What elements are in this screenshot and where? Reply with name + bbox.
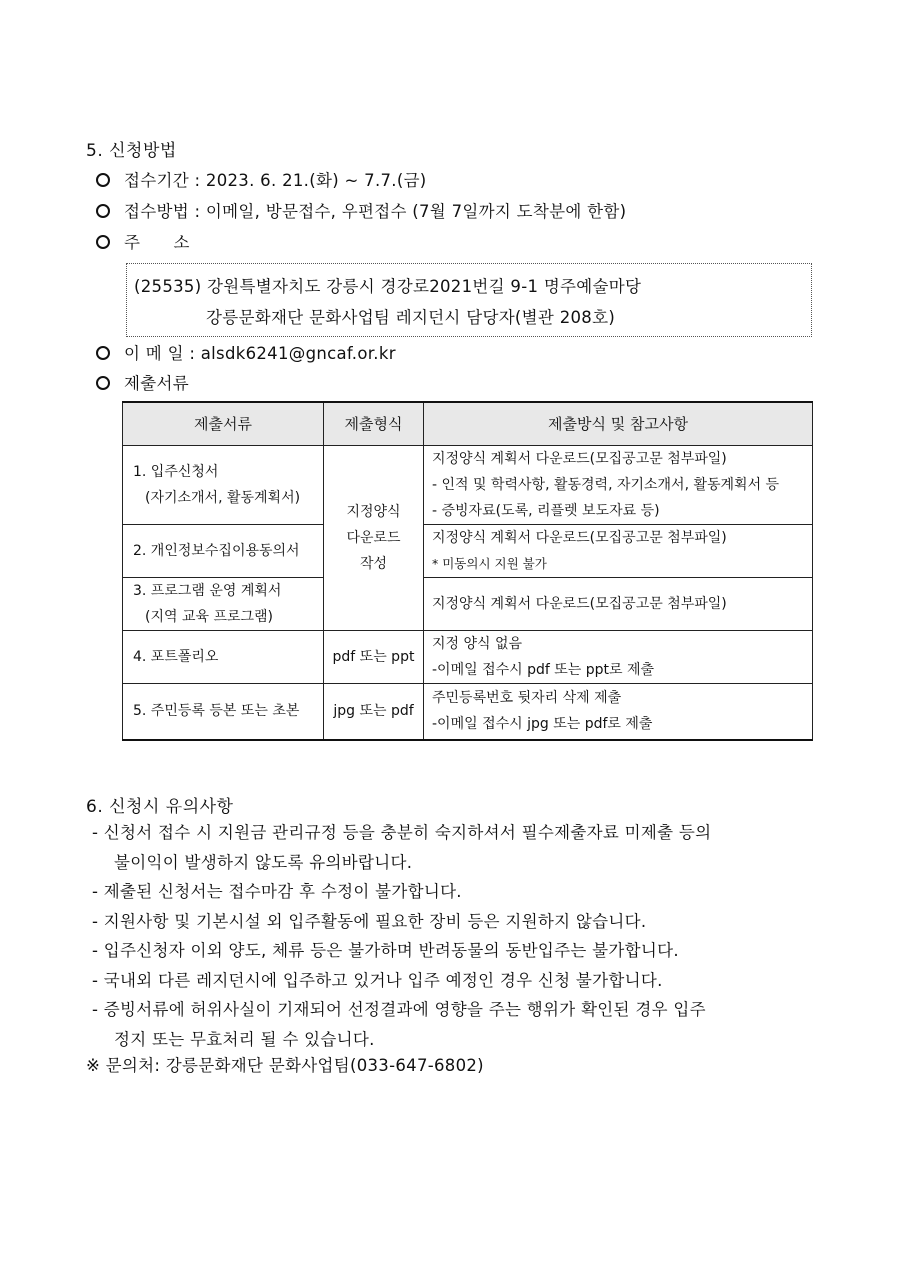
- doc-cell: [123, 446, 324, 525]
- table-row: [123, 446, 813, 525]
- note-cell: [424, 684, 813, 740]
- format-line: 지정양식: [346, 504, 401, 520]
- circle-bullet-icon: [96, 346, 110, 360]
- header-docs: 제출서류: [123, 402, 324, 446]
- doc-name: 3. 프로그램 운영 계획서: [133, 583, 282, 599]
- notice-item: - 신청서 접수 시 지원금 관리규정 등을 충분히 숙지하셔서 필수제출자료 미제출 등의: [92, 823, 712, 842]
- section-6-title: 6. 신청시 유의사항: [86, 797, 234, 817]
- docs-label: 제출서류: [124, 374, 189, 393]
- circle-bullet-icon: [96, 204, 110, 218]
- method-text: 접수방법 : 이메일, 방문접수, 우편접수 (7월 7일까지 도착분에 한함): [124, 202, 627, 221]
- note-cell: [424, 446, 813, 525]
- notice-item: - 지원사항 및 기본시설 외 입주활동에 필요한 장비 등은 지원하지 않습니다.: [92, 911, 647, 931]
- address-label-line: [96, 229, 190, 253]
- doc-sub: (자기소개서, 활동계획서): [145, 490, 301, 506]
- doc-name: 4. 포트폴리오: [133, 649, 219, 665]
- format-line: pdf 또는 ppt: [332, 649, 415, 665]
- documents-table: [122, 401, 813, 741]
- circle-bullet-icon: [96, 235, 110, 249]
- period-line: [96, 167, 427, 191]
- format-line: jpg 또는 pdf: [333, 703, 414, 720]
- notice-list: [92, 818, 711, 1054]
- doc-cell: [123, 578, 324, 631]
- header-method-notes: 제출방식 및 참고사항: [424, 402, 813, 446]
- format-line: 다운로드: [346, 530, 401, 546]
- method-line: [96, 198, 626, 222]
- note-line: 지정 양식 없음: [432, 636, 523, 652]
- section-5-title: 5. 신청방법: [86, 141, 177, 161]
- table-row: [123, 578, 813, 631]
- note-line: 지정양식 계획서 다운로드(모집공고문 첨부파일): [432, 530, 727, 546]
- note-line: 지정양식 계획서 다운로드(모집공고문 첨부파일): [432, 596, 727, 612]
- doc-name: 5. 주민등록 등본 또는 초본: [133, 703, 300, 720]
- note-line: - 증빙자료(도록, 리플렛 보도자료 등): [432, 503, 660, 519]
- circle-bullet-icon: [96, 173, 110, 187]
- period-text: 접수기간 : 2023. 6. 21.(화) ~ 7.7.(금): [124, 171, 427, 190]
- note-line: - 인적 및 학력사항, 활동경력, 자기소개서, 활동계획서 등: [432, 477, 780, 493]
- format-cell: [324, 631, 424, 684]
- notice-item: - 제출된 신청서는 접수마감 후 수정이 불가합니다.: [92, 882, 462, 901]
- docs-label-line: [96, 370, 189, 394]
- format-cell: [324, 684, 424, 740]
- doc-name: 1. 입주신청서: [133, 464, 219, 480]
- doc-sub: (지역 교육 프로그램): [145, 609, 274, 625]
- notice-item-continued: 정지 또는 무효처리 될 수 있습니다.: [114, 1029, 375, 1049]
- note-line: 주민등록번호 뒷자리 삭제 제출: [432, 690, 622, 707]
- notice-item: - 입주신청자 이외 양도, 체류 등은 불가하며 반려동물의 동반입주는 불가합니다.: [92, 941, 679, 960]
- address-label: 주 소: [124, 233, 190, 252]
- doc-cell: [123, 631, 324, 684]
- note-line: -이메일 접수시 pdf 또는 ppt로 제출: [432, 662, 655, 678]
- note-cell: [424, 525, 813, 578]
- doc-name: 2. 개인정보수집이용동의서: [133, 543, 300, 559]
- note-cell: [424, 631, 813, 684]
- note-line: * 미동의시 지원 불가: [432, 556, 547, 571]
- table-row: [123, 525, 813, 578]
- email-line: [96, 340, 396, 364]
- format-line: 작성: [359, 556, 388, 572]
- format-cell: [324, 446, 424, 631]
- circle-bullet-icon: [96, 376, 110, 390]
- header-format: 제출형식: [324, 402, 424, 446]
- doc-cell: [123, 525, 324, 578]
- notice-item: - 증빙서류에 허위사실이 기재되어 선정결과에 영향을 주는 행위가 확인된 경우 입주: [92, 1000, 706, 1019]
- email-text: 이 메 일 : alsdk6241@gncaf.or.kr: [124, 344, 396, 363]
- note-line: -이메일 접수시 jpg 또는 pdf로 제출: [432, 716, 653, 733]
- note-cell: [424, 578, 813, 631]
- address-line-2: 강릉문화재단 문화사업팀 레지던시 담당자(별관 208호): [206, 308, 616, 327]
- notice-item: - 국내외 다른 레지던시에 입주하고 있거나 입주 예정인 경우 신청 불가합니다.: [92, 970, 663, 990]
- table-row: [123, 631, 813, 684]
- table-header-row: [123, 402, 813, 446]
- contact-line: ※ 문의처: 강릉문화재단 문화사업팀(033-647-6802): [86, 1056, 484, 1075]
- note-line: 지정양식 계획서 다운로드(모집공고문 첨부파일): [432, 451, 727, 467]
- notice-item-continued: 불이익이 발생하지 않도록 유의바랍니다.: [114, 852, 413, 872]
- doc-cell: [123, 684, 324, 740]
- table-row: [123, 684, 813, 740]
- address-line-1: (25535) 강원특별자치도 강릉시 경강로2021번길 9-1 명주예술마당: [134, 277, 642, 296]
